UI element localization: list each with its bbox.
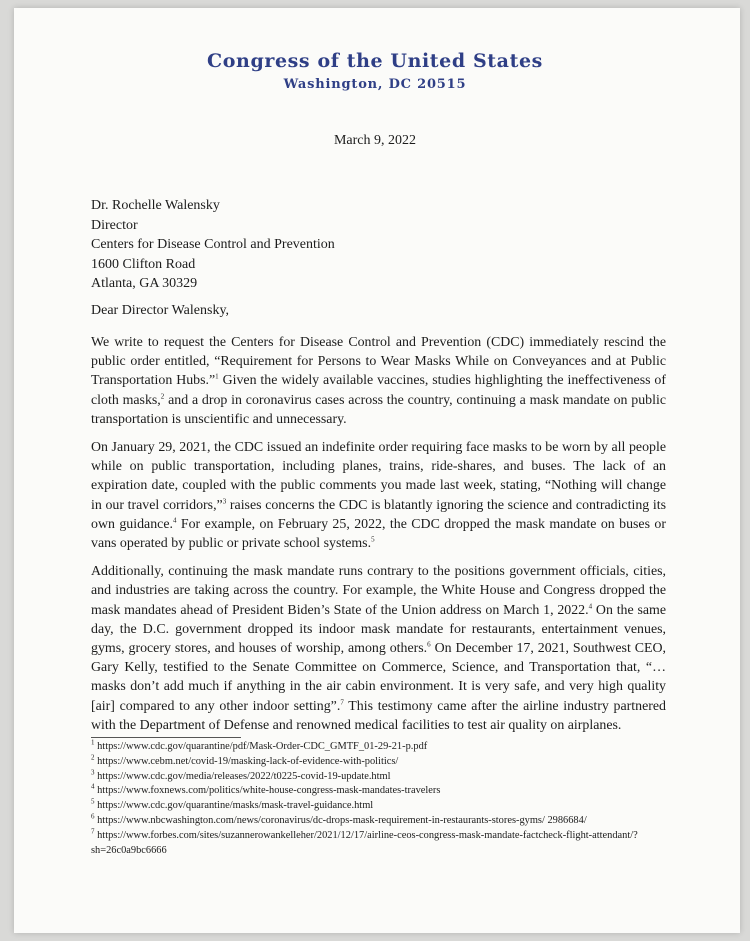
footnote-ref: 3 (222, 497, 227, 505)
paragraph-2-text-a: On January 29, 2021, the CDC issued an indefinite order requiring face masks to be worn by all people while on public transportation, including planes, trains, ride-shares, and buses. The lack of an expiration date, coupled with the public comments you made last week, stating, “Nothing will change in our travel corridors,” (91, 440, 666, 513)
footnote-number: 6 (91, 812, 95, 821)
footnote-link: https://www.nbcwashington.com/news/coronavirus/dc-drops-mask-requirement-in-restaurants-stores-gyms/ 2986684/ (97, 814, 587, 826)
footnote-link: https://www.cdc.gov/quarantine/masks/mask-travel-guidance.html (97, 800, 374, 812)
paragraph-2 (91, 438, 666, 553)
footnote-link: https://www.foxnews.com/politics/white-house-congress-mask-mandates-travelers (97, 785, 441, 797)
footnote-number: 5 (91, 797, 95, 806)
letterhead-subtitle: Washington, DC 20515 (283, 77, 467, 92)
paragraph-3-text-a: Additionally, continuing the mask mandate runs contrary to the positions government officials, cities, and industries are taking across the country. For example, the White House and Congress dropped the mask mandates ahead of President Biden’s State of the Union address on March 1, 2022. (91, 564, 666, 618)
footnote-7 (91, 829, 666, 859)
paragraph-1-text-c: and a drop in coronavirus cases across the country, continuing a mask mandate on public transportation is unscientific and unnecessary. (91, 392, 666, 427)
footnote-link: https://www.cebm.net/covid-19/masking-lack-of-evidence-with-politics/ (97, 755, 399, 767)
paragraph-3-text-b: On the same day, the D.C. government dropped its indoor mask mandate for restaurants, entertainment venues, gyms, grocery stores, and houses of worship, among others. (91, 602, 666, 657)
footnote-ref: 2 (160, 391, 165, 400)
footnote-5 (91, 799, 666, 814)
paragraph-3 (91, 562, 666, 735)
footnote-divider (91, 737, 241, 738)
footnote-ref: 7 (340, 698, 344, 707)
salutation: Dear Director Walensky, (91, 303, 230, 318)
footnote-1 (91, 740, 666, 755)
footnote-number: 2 (91, 753, 95, 762)
recipient-city: Atlanta, GA 30329 (91, 276, 198, 291)
paragraph-1 (91, 333, 666, 429)
footnote-number: 4 (91, 782, 95, 791)
footnote-6 (91, 814, 666, 829)
paragraph-3-text-d: This testimony came after the airline industry partnered with the Department of Defense and renowned medical facilities to test air quality on airplanes. (91, 698, 666, 733)
footnotes (91, 737, 666, 858)
letter-date: March 9, 2022 (333, 133, 417, 148)
footnote-link: https://www.forbes.com/sites/suzannerowankelleher/2021/12/17/airline-ceos-congress-mask-mandate-factcheck-flight-attendant/?sh=26c0a9bc6666 (91, 829, 638, 856)
footnote-number: 3 (91, 768, 95, 777)
recipient-address (91, 196, 335, 294)
footnote-number: 7 (91, 827, 95, 836)
letter-body (91, 333, 666, 744)
recipient-name: Dr. Rochelle Walensky (91, 198, 220, 213)
letterhead-title: Congress of the United States (207, 50, 543, 72)
footnote-ref: 1 (215, 372, 219, 381)
footnote-ref: 5 (371, 535, 375, 544)
paragraph-3-text-c: On December 17, 2021, Southwest CEO, Gary Kelly, testified to the Senate Committee on Commerce, Science, and Transportation that, “…masks don’t add much if anything in the air cabin environment. It is very safe, and very high quality [air] compared to any other indoor setting”. (91, 641, 666, 714)
paragraph-1-text-b: Given the widely available vaccines, studies highlighting the ineffectiveness of cloth masks, (91, 373, 666, 408)
paragraph-2-text-c: For example, on February 25, 2022, the CDC dropped the mask mandate on buses or vans operated by public or private school systems. (91, 516, 667, 552)
recipient-street: 1600 Clifton Road (91, 256, 196, 272)
footnote-ref: 6 (427, 640, 431, 649)
recipient-organization: Centers for Disease Control and Prevention (91, 237, 335, 252)
footnote-number: 1 (91, 738, 95, 747)
recipient-title: Director (91, 217, 138, 233)
footnote-4 (91, 784, 666, 799)
paragraph-2-text-b: raises concerns the CDC is blatantly ignoring the science and contradicting its own guidance. (91, 497, 666, 532)
footnote-link: https://www.cdc.gov/quarantine/pdf/Mask-Order-CDC_GMTF_01-29-21-p.pdf (97, 741, 428, 752)
footnote-ref: 4 (172, 516, 177, 525)
footnote-link: https://www.cdc.gov/media/releases/2022/t0225-covid-19-update.html (97, 770, 391, 782)
footnote-3 (91, 770, 666, 785)
paragraph-1-text-a: We write to request the Centers for Disease Control and Prevention (CDC) immediately rescind the public order entitled, “Requirement for Persons to Wear Masks While on Conveyances and at Public Transportation Hubs.” (91, 335, 666, 389)
footnote-2 (91, 755, 666, 770)
footnote-ref: 4 (588, 602, 593, 611)
